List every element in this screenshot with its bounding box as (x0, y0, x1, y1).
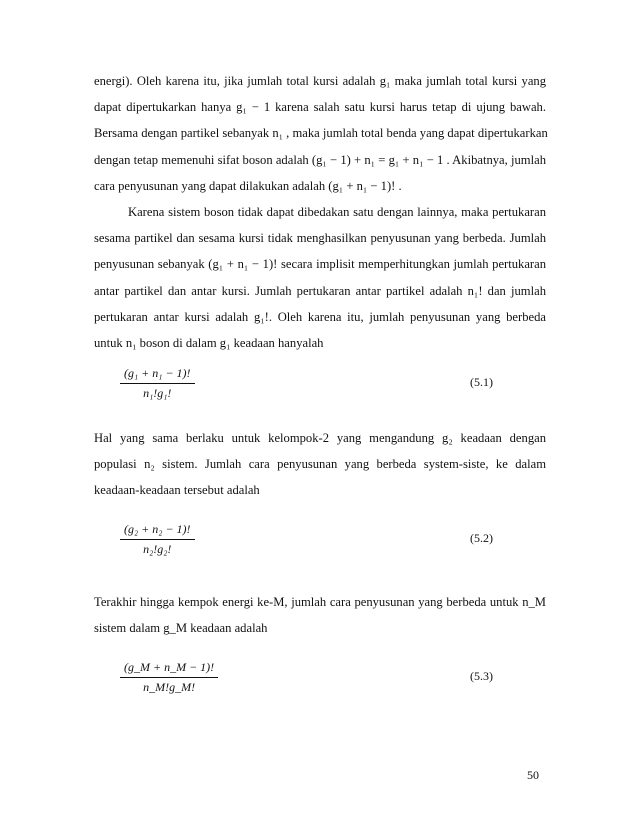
text-line: dengan tetap memenuhi sifat boson adalah (g₁ − 1) + n₁ = g₁ + n₁ − 1 . Akibatnya, jumlah (94, 152, 546, 167)
equation-number: (5.1) (470, 375, 493, 389)
text-line: keadaan-keadaan tersebut adalah (94, 483, 260, 498)
text-line: penyusunan sebanyak (g₁ + n₁ − 1)! secara implisit memperhitungkan jumlah pertukaran (94, 257, 546, 272)
equation-5-3 (120, 660, 218, 695)
text-line: populasi n₂ sistem. Jumlah cara penyusunan yang berbeda system-siste, ke dalam (94, 457, 546, 472)
fraction (120, 522, 195, 557)
text-line: sesama partikel dan sesama kursi tidak menghasilkan penyusunan yang berbeda. Jumlah (94, 231, 546, 246)
text-line: Terakhir hingga kempok energi ke-M, jumlah cara penyusunan yang berbeda untuk n_M (94, 595, 546, 609)
text-line: Hal yang sama berlaku untuk kelompok-2 yang mengandung g₂ keadaan dengan (94, 431, 546, 445)
paragraph-2 (94, 199, 546, 356)
fraction-numerator: (g₁ + n₁ − 1)! (120, 366, 195, 384)
equation-5-1 (120, 366, 195, 401)
fraction-denominator: n₂!g₂! (143, 542, 172, 556)
text-line: cara penyusunan yang dapat dilakukan adalah (g₁ + n₁ − 1)! . (94, 178, 402, 193)
fraction (120, 660, 218, 695)
text-line: dapat dipertukarkan hanya g₁ − 1 karena salah satu kursi harus tetap di ujung bawah. (94, 100, 546, 115)
paragraph-3 (94, 425, 546, 504)
page-number: 50 (527, 768, 539, 782)
equation-number: (5.3) (470, 669, 493, 683)
paragraph-1 (94, 68, 546, 199)
text-line: energi). Oleh karena itu, jika jumlah total kursi adalah g₁ maka jumlah total kursi yang (94, 74, 546, 88)
fraction (120, 366, 195, 401)
paragraph-4 (94, 589, 546, 641)
text-line: sistem dalam g_M keadaan adalah (94, 621, 268, 636)
fraction-numerator: (g₂ + n₂ − 1)! (120, 522, 195, 540)
equation-5-2 (120, 522, 195, 557)
text-line: Karena sistem boson tidak dapat dibedakan satu dengan lainnya, maka pertukaran (128, 205, 546, 219)
text-line: untuk n₁ boson di dalam g₁ keadaan hanyalah (94, 336, 324, 351)
fraction-denominator: n_M!g_M! (143, 680, 196, 694)
fraction-denominator: n₁!g₁! (143, 386, 172, 400)
text-line: Bersama dengan partikel sebanyak n₁ , maka jumlah total benda yang dapat dipertukarkan (94, 126, 548, 141)
equation-number: (5.2) (470, 531, 493, 545)
fraction-numerator: (g_M + n_M − 1)! (120, 660, 218, 678)
text-line: pertukaran antar kursi adalah g₁!. Oleh karena itu, jumlah penyusunan yang berbeda (94, 309, 546, 324)
text-line: antar partikel dan antar kursi. Jumlah pertukaran antar partikel adalah n₁! dan jumlah (94, 283, 546, 298)
